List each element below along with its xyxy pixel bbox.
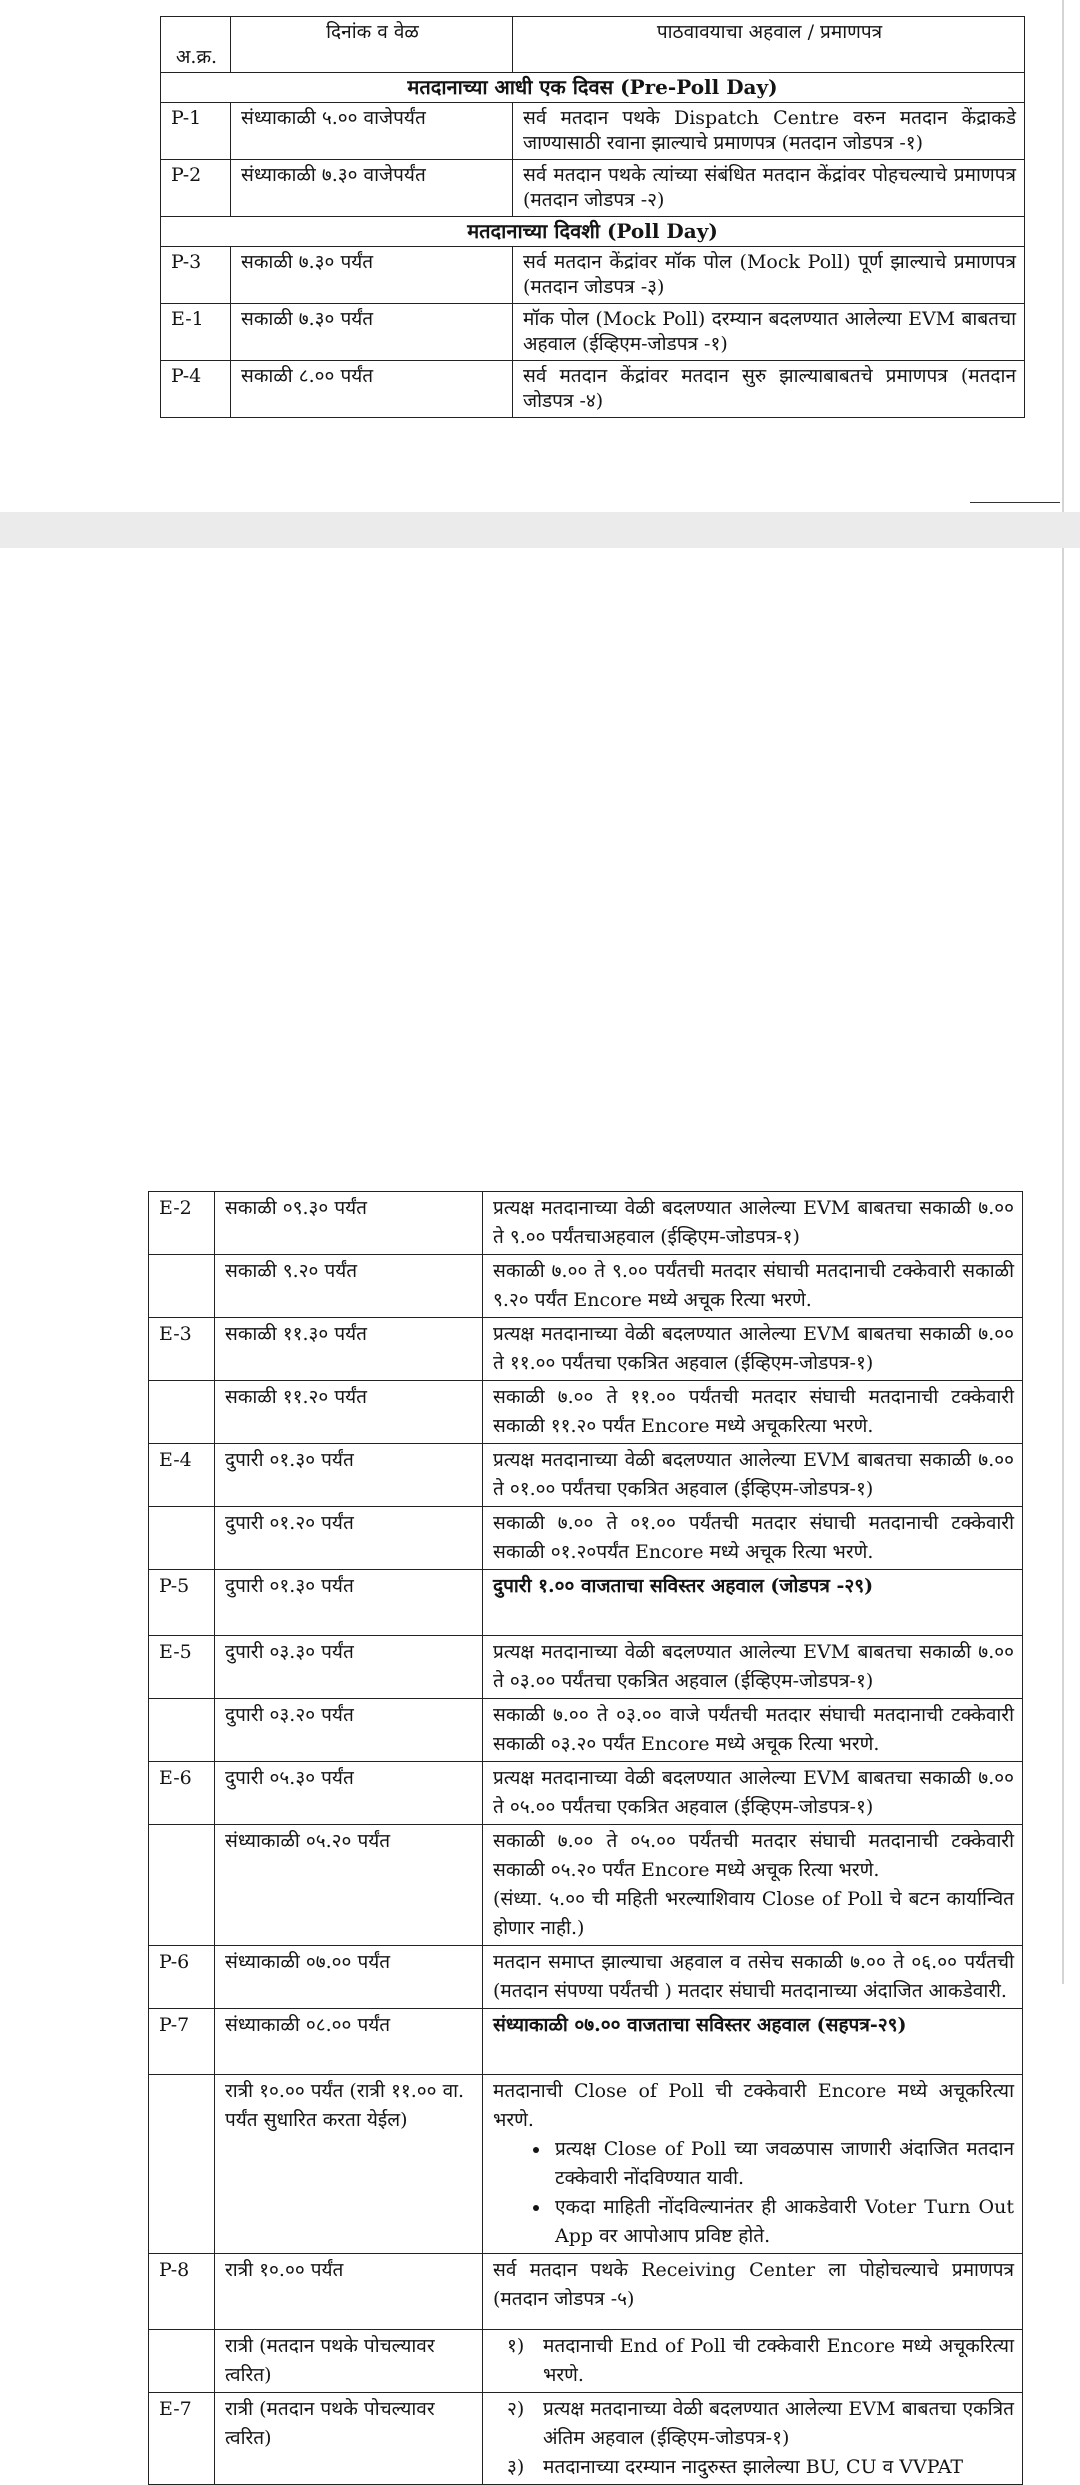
table-row	[149, 2254, 1023, 2330]
item-text: प्रत्यक्ष मतदानाच्या वेळी बदलण्यात आलेल्या EVM बाबतचा एकत्रित अंतिम अहवाल (ईव्हिएम-जोडपत्र-१)	[543, 2398, 1014, 2449]
report-text: सर्व मतदान पथके Receiving Center ला पोहोचल्याचे प्रमाणपत्र (मतदान जोडपत्र -५)	[493, 2259, 1014, 2310]
row-sn	[149, 1255, 215, 1318]
table-header-row	[161, 17, 1025, 73]
report-text: मतदान समाप्त झाल्याचा अहवाल व तसेच सकाळी ७.०० ते ०६.०० पर्यंतची (मतदान संपण्या पर्यंतची ) मतदार संघाची मतदानाच्या अंदाजित आकडेवारी.	[493, 1951, 1014, 2002]
table-row	[149, 1825, 1023, 1946]
header-sn: अ.क्र.	[161, 17, 231, 73]
row-time: सकाळी ९.२० पर्यंत	[215, 1255, 483, 1318]
row-time: दुपारी ०१.३० पर्यंत	[215, 1444, 483, 1507]
row-report	[483, 2009, 1023, 2075]
poll-day-schedule-table	[148, 1191, 1023, 2485]
row-report	[483, 1381, 1023, 1444]
row-time: दुपारी ०१.३० पर्यंत	[215, 1570, 483, 1636]
item-number: ३)	[507, 2456, 525, 2478]
report-text: प्रत्यक्ष मतदानाच्या वेळी बदलण्यात आलेल्या EVM बाबतचा सकाळी ७.०० ते ०३.०० पर्यंतचा एकत्रित अहवाल (ईव्हिएम-जोडपत्र-१)	[493, 1641, 1014, 1692]
table-row	[161, 304, 1025, 361]
table-row	[161, 103, 1025, 160]
row-time: दुपारी ०५.३० पर्यंत	[215, 1762, 483, 1825]
document-page-1	[0, 0, 1062, 512]
table-row	[149, 2393, 1023, 2485]
row-report	[483, 1444, 1023, 1507]
bullet-item: • एकदा माहिती नोंदविल्यानंतर ही आकडेवारी Voter Turn Out App वर आपोआप प्रविष्ट होते.	[551, 2193, 1014, 2251]
row-sn	[149, 1825, 215, 1946]
row-report	[483, 1636, 1023, 1699]
report-text: प्रत्यक्ष मतदानाच्या वेळी बदलण्यात आलेल्या EVM बाबतचा सकाळी ७.०० ते ०५.०० पर्यंतचा एकत्रित अहवाल (ईव्हिएम-जोडपत्र-१)	[493, 1767, 1014, 1818]
row-sn: P-6	[149, 1946, 215, 2009]
row-sn: P-2	[161, 160, 231, 217]
row-time: सकाळी ७.३० पर्यंत	[231, 247, 513, 304]
report-text: मतदानाची Close of Poll ची टक्केवारी Encore मध्ये अचूकरित्या भरणे.	[493, 2080, 1014, 2131]
table-row	[149, 2075, 1023, 2254]
row-report	[483, 2330, 1023, 2393]
row-time: संध्याकाळी ०७.०० पर्यंत	[215, 1946, 483, 2009]
table-row	[149, 1946, 1023, 2009]
row-report	[483, 1699, 1023, 1762]
item-number: २)	[507, 2398, 525, 2420]
row-report	[483, 1255, 1023, 1318]
table-row	[149, 1192, 1023, 1255]
table-row	[149, 1636, 1023, 1699]
footer-line	[970, 502, 1060, 503]
row-report	[483, 2393, 1023, 2485]
numbered-list	[493, 2395, 1014, 2482]
row-sn: E-1	[161, 304, 231, 361]
row-sn: E-3	[149, 1318, 215, 1381]
table-row	[161, 247, 1025, 304]
row-sn: P-8	[149, 2254, 215, 2330]
section-row	[161, 73, 1025, 103]
numbered-item	[493, 2332, 1014, 2390]
item-text: मतदानाच्या दरम्यान नादुरुस्त झालेल्या BU, CU व VVPAT	[543, 2456, 964, 2478]
row-sn: E-7	[149, 2393, 215, 2485]
table-row	[149, 1762, 1023, 1825]
report-text: संध्याकाळी ०७.०० वाजताचा सविस्तर अहवाल (सहपत्र-२९)	[493, 2014, 907, 2036]
table-row	[149, 1507, 1023, 1570]
numbered-list	[493, 2332, 1014, 2390]
row-report	[483, 1192, 1023, 1255]
report-text: दुपारी १.०० वाजताचा सविस्तर अहवाल (जोडपत्र -२९)	[493, 1575, 874, 1597]
row-report: सर्व मतदान केंद्रांवर मतदान सुरु झाल्याबाबतचे प्रमाणपत्र (मतदान जोडपत्र -४)	[513, 361, 1025, 418]
report-text: सकाळी ७.०० ते ११.०० पर्यंतची मतदार संघाची मतदानाची टक्केवारी सकाळी ११.२० पर्यंत Encore मध्ये अचूकरित्या भरणे.	[493, 1386, 1014, 1437]
bullet-item: • प्रत्यक्ष Close of Poll च्या जवळपास जाणारी अंदाजित मतदान टक्केवारी नोंदविण्यात यावी.	[551, 2135, 1014, 2193]
item-text: मतदानाची End of Poll ची टक्केवारी Encore मध्ये अचूकरित्या भरणे.	[543, 2335, 1014, 2386]
row-report: सर्व मतदान पथके Dispatch Centre वरुन मतदान केंद्राकडे जाण्यासाठी रवाना झाल्याचे प्रमाणपत्र (मतदान जोडपत्र -१)	[513, 103, 1025, 160]
row-time: दुपारी ०३.२० पर्यंत	[215, 1699, 483, 1762]
report-text: सकाळी ७.०० ते ९.०० पर्यंतची मतदार संघाची मतदानाची टक्केवारी सकाळी ९.२० पर्यंत Encore मध्ये अचूक रित्या भरणे.	[493, 1260, 1014, 1311]
row-report	[483, 1946, 1023, 2009]
row-time: रात्री १०.०० पर्यंत (रात्री ११.०० वा. पर्यंत सुधारित करता येईल)	[215, 2075, 483, 2254]
bullet-list	[493, 2135, 1014, 2251]
row-sn: E-2	[149, 1192, 215, 1255]
report-text: प्रत्यक्ष मतदानाच्या वेळी बदलण्यात आलेल्या EVM बाबतचा सकाळी ७.०० ते ०१.०० पर्यंतचा एकत्रित अहवाल (ईव्हिएम-जोडपत्र-१)	[493, 1449, 1014, 1500]
table-row	[149, 2009, 1023, 2075]
table-row	[161, 160, 1025, 217]
section-title: मतदानाच्या आधी एक दिवस (Pre-Poll Day)	[161, 73, 1025, 103]
row-sn: P-7	[149, 2009, 215, 2075]
row-time: संध्याकाळी ०५.२० पर्यंत	[215, 1825, 483, 1946]
table-row	[149, 1255, 1023, 1318]
report-text: सकाळी ७.०० ते ०३.०० वाजे पर्यंतची मतदार संघाची मतदानाची टक्केवारी सकाळी ०३.२० पर्यंत Encore मध्ये अचूक रित्या भरणे.	[493, 1704, 1014, 1755]
row-report	[483, 1825, 1023, 1946]
report-note: (संध्या. ५.०० ची महिती भरल्याशिवाय Close of Poll चे बटन कार्यान्वित होणार नाही.)	[493, 1888, 1014, 1939]
section-row	[161, 217, 1025, 247]
table-row	[149, 1318, 1023, 1381]
row-sn: E-6	[149, 1762, 215, 1825]
header-date-time: दिनांक व वेळ	[231, 17, 513, 73]
header-report: पाठवावयाचा अहवाल / प्रमाणपत्र	[513, 17, 1025, 73]
section-title: मतदानाच्या दिवशी (Poll Day)	[161, 217, 1025, 247]
table-row	[149, 1570, 1023, 1636]
row-time: सकाळी ८.०० पर्यंत	[231, 361, 513, 418]
row-time: संध्याकाळी ०८.०० पर्यंत	[215, 2009, 483, 2075]
row-sn: P-5	[149, 1570, 215, 1636]
item-number: १)	[507, 2335, 525, 2357]
row-time: रात्री (मतदान पथके पोचल्यावर त्वरित)	[215, 2393, 483, 2485]
table-row	[149, 2330, 1023, 2393]
row-time: सकाळी ११.३० पर्यंत	[215, 1318, 483, 1381]
row-report	[483, 1570, 1023, 1636]
table-row	[161, 361, 1025, 418]
page-gap	[0, 512, 1080, 548]
row-report	[483, 2075, 1023, 2254]
row-report: सर्व मतदान पथके त्यांच्या संबंधित मतदान केंद्रांवर पोहचल्याचे प्रमाणपत्र (मतदान जोडपत्र -२)	[513, 160, 1025, 217]
row-sn: P-1	[161, 103, 231, 160]
row-sn	[149, 2075, 215, 2254]
report-text: सकाळी ७.०० ते ०५.०० पर्यंतची मतदार संघाची मतदानाची टक्केवारी सकाळी ०५.२० पर्यंत Encore मध्ये अचूक रित्या भरणे.	[493, 1830, 1014, 1881]
row-report	[483, 1507, 1023, 1570]
row-time: रात्री (मतदान पथके पोचल्यावर त्वरित)	[215, 2330, 483, 2393]
row-time: दुपारी ०१.२० पर्यंत	[215, 1507, 483, 1570]
row-time: दुपारी ०३.३० पर्यंत	[215, 1636, 483, 1699]
report-text: प्रत्यक्ष मतदानाच्या वेळी बदलण्यात आलेल्या EVM बाबतचा सकाळी ७.०० ते ९.०० पर्यंतचाअहवाल (ईव्हिएम-जोडपत्र-१)	[493, 1197, 1014, 1248]
row-report	[483, 1762, 1023, 1825]
pre-poll-schedule-table	[160, 16, 1025, 418]
row-sn: P-3	[161, 247, 231, 304]
row-sn: E-5	[149, 1636, 215, 1699]
row-sn	[149, 1507, 215, 1570]
row-time: संध्याकाळी ७.३० वाजेपर्यंत	[231, 160, 513, 217]
row-time: संध्याकाळी ५.०० वाजेपर्यंत	[231, 103, 513, 160]
row-sn	[149, 1699, 215, 1762]
row-sn: E-4	[149, 1444, 215, 1507]
report-text: प्रत्यक्ष मतदानाच्या वेळी बदलण्यात आलेल्या EVM बाबतचा सकाळी ७.०० ते ११.०० पर्यंतचा एकत्रित अहवाल (ईव्हिएम-जोडपत्र-१)	[493, 1323, 1014, 1374]
row-time: सकाळी ७.३० पर्यंत	[231, 304, 513, 361]
row-time: रात्री १०.०० पर्यंत	[215, 2254, 483, 2330]
row-report	[483, 2254, 1023, 2330]
row-report	[483, 1318, 1023, 1381]
numbered-item	[493, 2453, 1014, 2482]
table-row	[149, 1381, 1023, 1444]
row-report: सर्व मतदान केंद्रांवर मॉक पोल (Mock Poll) पूर्ण झाल्याचे प्रमाणपत्र (मतदान जोडपत्र -३)	[513, 247, 1025, 304]
document-page-2	[0, 548, 1062, 2478]
row-sn	[149, 1381, 215, 1444]
row-sn: P-4	[161, 361, 231, 418]
numbered-item	[493, 2395, 1014, 2453]
table-row	[149, 1444, 1023, 1507]
table-row	[149, 1699, 1023, 1762]
row-report: मॉक पोल (Mock Poll) दरम्यान बदलण्यात आलेल्या EVM बाबतचा अहवाल (ईव्हिएम-जोडपत्र -१)	[513, 304, 1025, 361]
row-time: सकाळी ०९.३० पर्यंत	[215, 1192, 483, 1255]
row-sn	[149, 2330, 215, 2393]
report-text: सकाळी ७.०० ते ०१.०० पर्यंतची मतदार संघाची मतदानाची टक्केवारी सकाळी ०१.२०पर्यंत Encore मध्ये अचूक रित्या भरणे.	[493, 1512, 1014, 1563]
row-time: सकाळी ११.२० पर्यंत	[215, 1381, 483, 1444]
